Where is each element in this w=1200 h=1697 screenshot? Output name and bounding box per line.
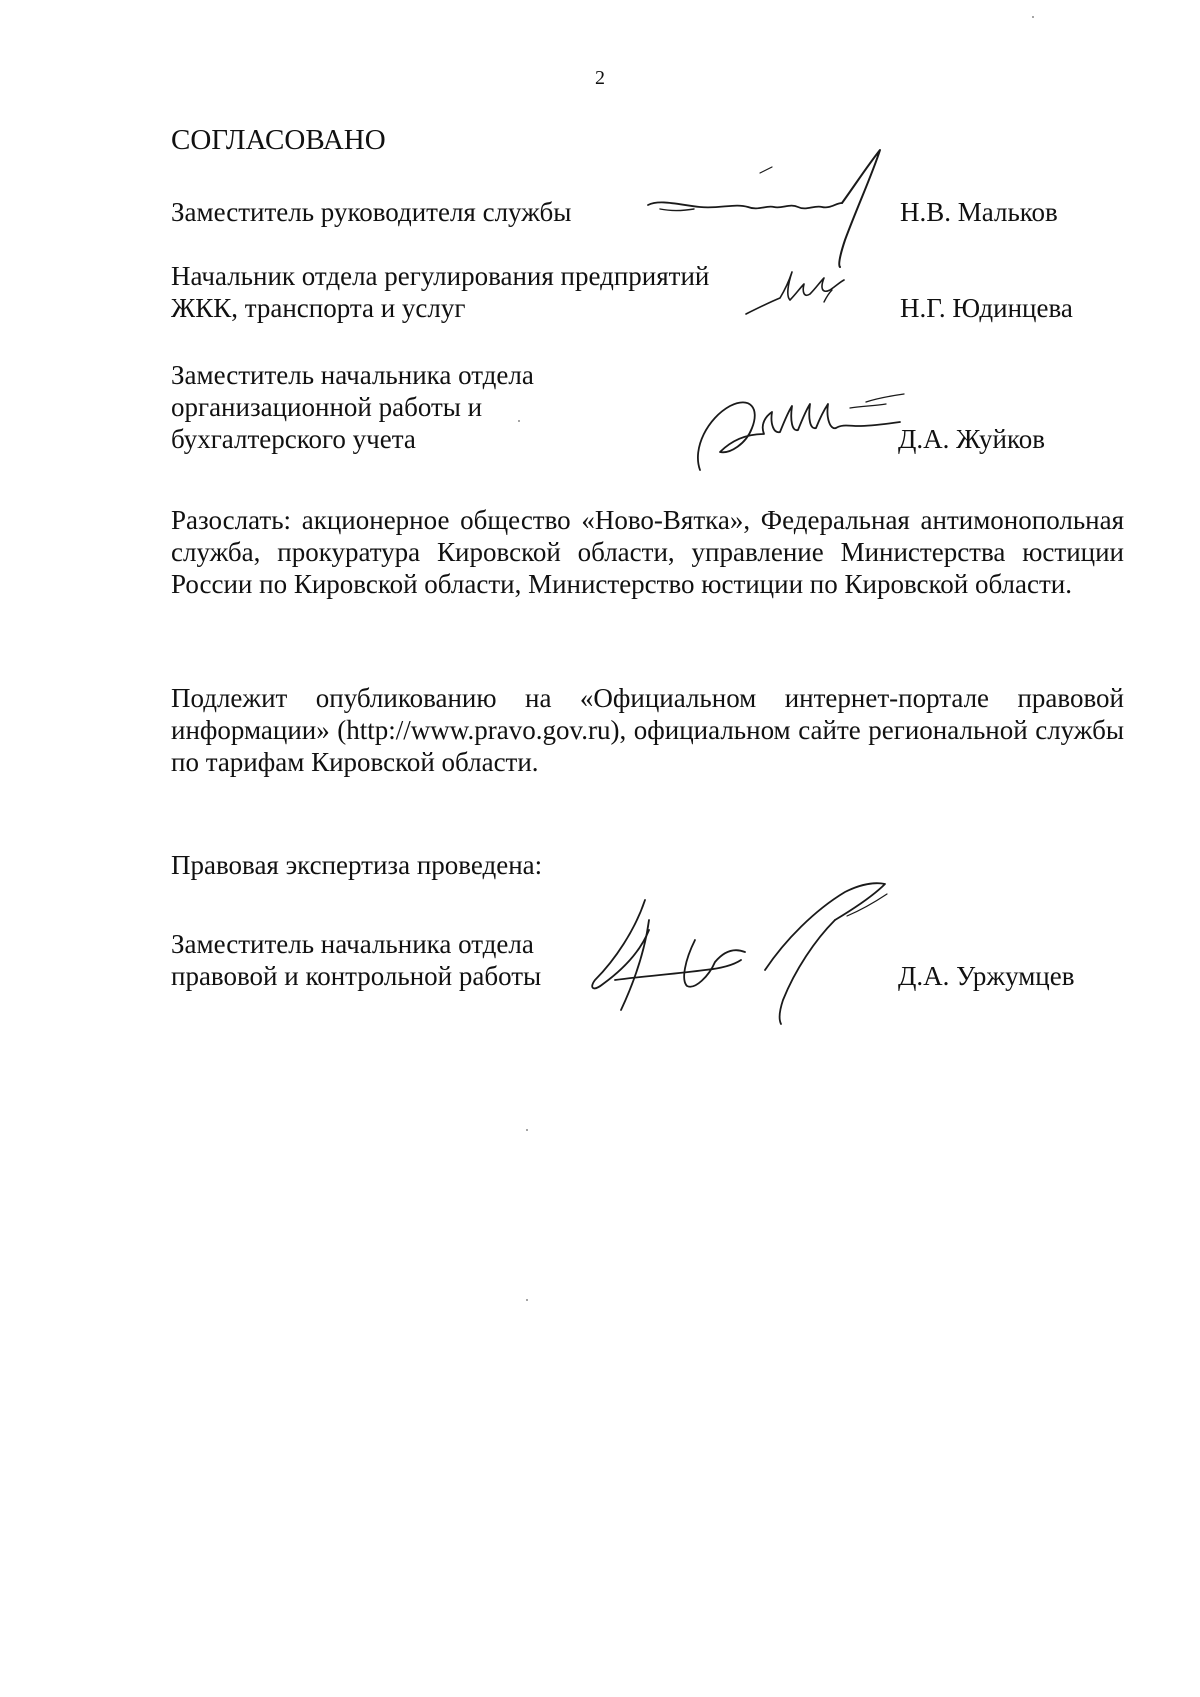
approver-3-position-line-1: Заместитель начальника отдела <box>171 360 534 390</box>
approver-1-name: Н.В. Мальков <box>900 197 1058 227</box>
signature-2 <box>740 262 860 322</box>
legal-reviewer-position-line-2: правовой и контрольной работы <box>171 961 542 991</box>
approver-2-position-line-1: Начальник отдела регулирования предприятий <box>171 261 710 291</box>
signature-3 <box>690 388 920 478</box>
approval-heading: СОГЛАСОВАНО <box>171 124 386 156</box>
signature-4 <box>585 880 915 1030</box>
legal-reviewer-position-line-1: Заместитель начальника отдела <box>171 929 534 959</box>
page-number: 2 <box>595 67 605 89</box>
scan-speck <box>526 1299 528 1301</box>
publication-paragraph: Подлежит опубликованию на «Официальном интернет-портале правовой информации» (http://www.pravo.gov.ru), официальном сайте региональной службы по тарифам Кировской области. <box>171 683 1124 777</box>
approver-3-name: Д.А. Жуйков <box>898 424 1045 454</box>
distribution-paragraph: Разослать: акционерное общество «Ново-Вятка», Федеральная антимонопольная служба, прокуратура Кировской области, управление Министерства юстиции России по Кировской области, Министерство юстиции по Кировской области. <box>171 505 1124 599</box>
signature-1 <box>640 145 910 275</box>
legal-review-heading: Правовая экспертиза проведена: <box>171 850 543 880</box>
scan-speck <box>1032 16 1034 18</box>
approver-1-position: Заместитель руководителя службы <box>171 197 572 227</box>
legal-reviewer-name: Д.А. Уржумцев <box>898 961 1075 991</box>
scan-speck <box>518 420 520 422</box>
approver-3-position-line-2: организационной работы и <box>171 392 483 422</box>
approver-2-name: Н.Г. Юдинцева <box>900 293 1073 323</box>
approver-2-position-line-2: ЖКК, транспорта и услуг <box>171 293 466 323</box>
approver-3-position-line-3: бухгалтерского учета <box>171 424 416 454</box>
scan-speck <box>526 1129 528 1131</box>
